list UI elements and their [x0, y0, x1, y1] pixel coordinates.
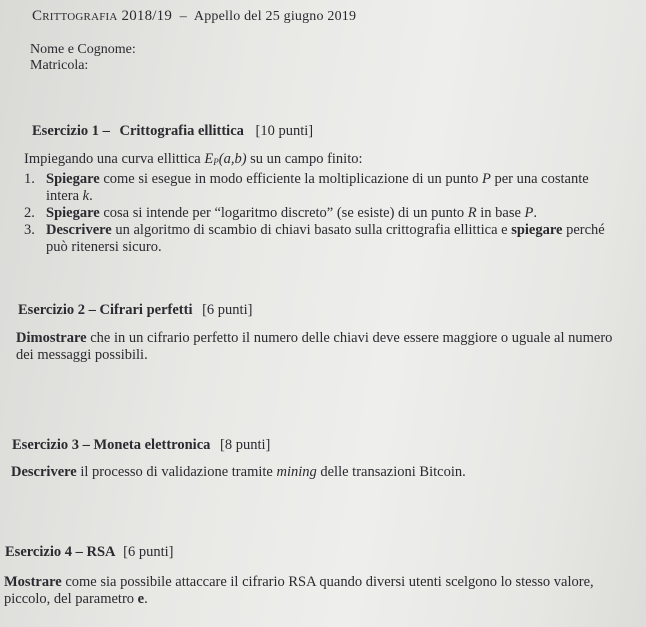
exercise-3-title — [12, 437, 270, 454]
exercise-1-title — [32, 123, 313, 140]
exercise-2-title — [18, 302, 252, 319]
exercise-3-body — [11, 464, 631, 481]
header-separator: – — [179, 9, 187, 24]
exercise-3-mining: mining — [276, 464, 317, 480]
exercise-1-list — [24, 171, 622, 256]
exercise-3-text-end: delle transazioni Bitcoin. — [316, 464, 466, 480]
exam-header — [32, 8, 356, 25]
exercise-2-heading: Esercizio 2 – Cifrari perfetti — [18, 302, 193, 318]
list-item — [24, 205, 622, 222]
item-text: un algoritmo di scambio di chiavi basato sulla crittografia ellittica e — [111, 222, 512, 238]
item-number: 3. — [24, 222, 35, 238]
exercise-2-verb: Dimostrare — [16, 330, 87, 346]
item-text: cosa si intende per “logaritmo discreto” (se esiste) di un punto — [99, 205, 468, 221]
student-info — [30, 42, 136, 74]
id-label: Matricola: — [30, 58, 89, 73]
item-text: in base — [476, 205, 525, 221]
exercise-3-heading: Esercizio 3 – Moneta elettronica — [12, 437, 211, 453]
exercise-4-verb: Mostrare — [4, 574, 62, 590]
exercise-4-param: e — [137, 591, 145, 607]
exercise-3-points: [8 punti] — [220, 437, 271, 453]
exercise-4-body — [4, 574, 642, 608]
exercise-3-text: il processo di validazione tramite — [76, 464, 277, 480]
exercise-4-title — [5, 544, 173, 561]
item-verb: Spiegare — [46, 205, 100, 221]
list-item — [24, 222, 622, 256]
curve-args: (a,b) — [218, 151, 247, 167]
exercise-1-topic: Crittografia ellittica — [119, 123, 244, 139]
exercise-1-points: [10 punti] — [255, 123, 314, 139]
item-variable: k — [82, 188, 90, 204]
name-label: Nome e Cognome: — [30, 42, 136, 57]
list-item — [24, 171, 622, 205]
exercise-2-points: [6 punti] — [202, 302, 253, 318]
intro-text-end: su un campo finito: — [246, 151, 363, 167]
exercise-2-text: che in un cifrario perfetto il numero delle chiavi deve essere maggiore o uguale al numero dei messaggi possibili. — [16, 330, 613, 363]
item-variable: P — [524, 205, 534, 221]
item-text: per una costante intera — [46, 171, 589, 204]
exercise-1-intro — [24, 151, 622, 171]
exercise-1-number: Esercizio 1 – — [32, 123, 110, 139]
exercise-4-points: [6 punti] — [123, 544, 174, 560]
exercise-4-text-end: . — [144, 591, 148, 607]
item-verb: Spiegare — [46, 171, 100, 187]
item-text: . — [533, 205, 538, 221]
intro-text: Impiegando una curva ellittica — [24, 151, 205, 167]
item-number: 1. — [24, 171, 35, 187]
curve-subscript: P — [213, 157, 219, 167]
exercise-3-verb: Descrivere — [11, 464, 77, 480]
item-text: come si esegue in modo efficiente la moltiplicazione di un punto — [99, 171, 482, 187]
item-variable: R — [467, 205, 477, 221]
exercise-1-body — [24, 151, 622, 256]
item-variable: P — [481, 171, 491, 187]
exercise-4-text: come sia possibile attaccare il cifrario RSA quando diversi utenti scelgono lo stesso valore, piccolo, del parametro — [4, 574, 594, 607]
item-verb: spiegare — [511, 222, 563, 238]
item-text: perché può ritenersi sicuro. — [46, 222, 605, 255]
curve-symbol: E — [204, 151, 214, 167]
exercise-4-heading: Esercizio 4 – RSA — [5, 544, 116, 560]
exam-date: Appello del 25 giugno 2019 — [193, 9, 357, 24]
item-number: 2. — [24, 205, 35, 221]
item-text: . — [89, 188, 93, 204]
course-title: Crittografia 2018/19 — [32, 8, 173, 24]
item-verb: Descrivere — [46, 222, 112, 238]
exercise-2-body — [16, 330, 626, 364]
